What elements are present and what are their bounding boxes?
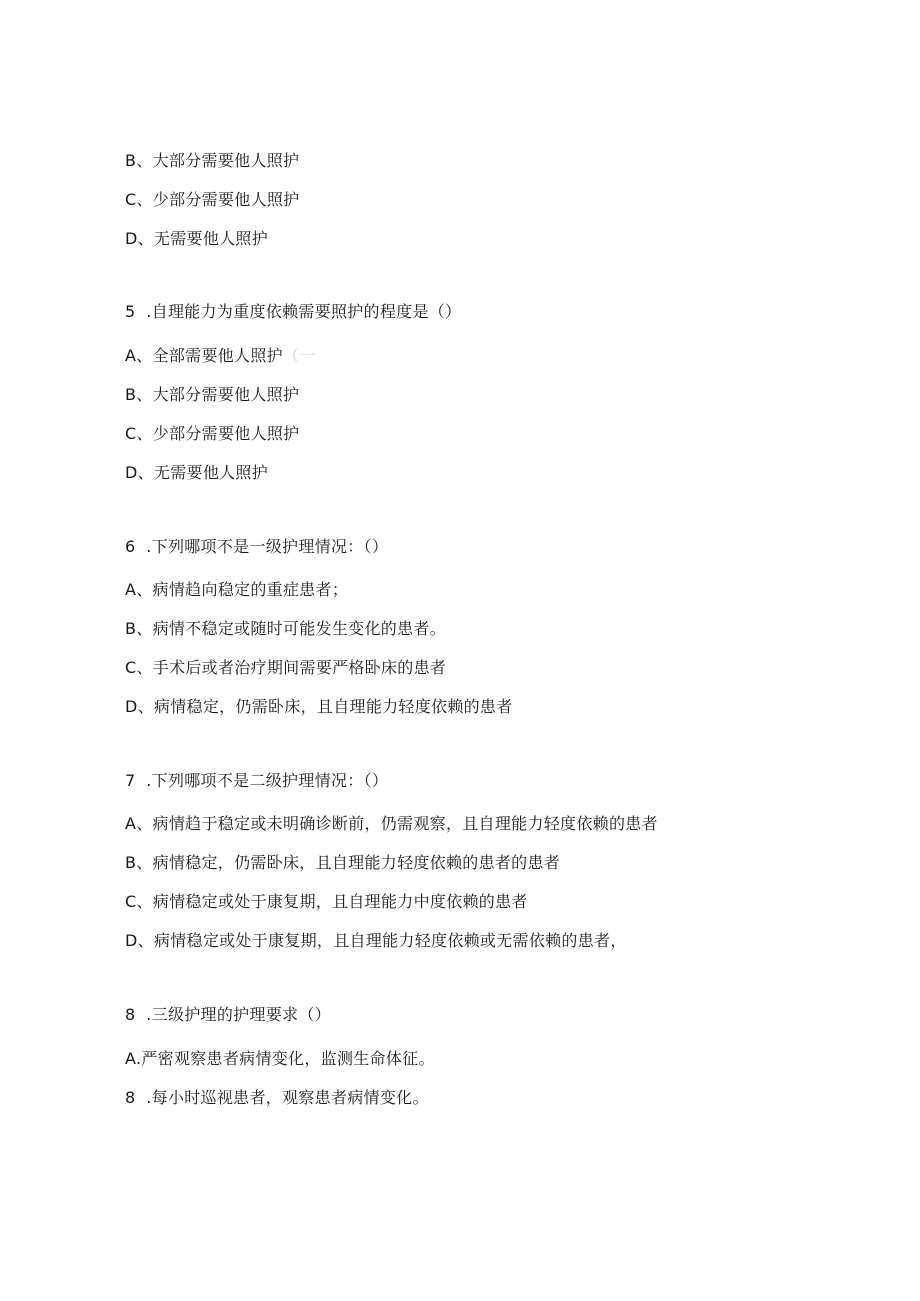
q8-option-a bbox=[125, 1048, 435, 1070]
option-text: 病情稳定或处于康复期，且自理能力中度依赖的患者 bbox=[152, 892, 528, 911]
option-text: 病情稳定，仍需卧床，且自理能力轻度依赖的患者的患者 bbox=[152, 853, 561, 872]
question-text: .三级护理的护理要求（） bbox=[146, 1005, 331, 1024]
option-letter: C、 bbox=[125, 658, 153, 677]
option-text: 无需要他人照护 bbox=[153, 229, 269, 248]
option-text: 病情趋于稳定或未明确诊断前，仍需观察，且自理能力轻度依赖的患者 bbox=[152, 814, 658, 833]
question-5-stem bbox=[125, 301, 461, 323]
option-letter: 8 bbox=[125, 1088, 136, 1107]
q7-option-c bbox=[125, 891, 528, 913]
option-text: 病情不稳定或随时可能发生变化的患者。 bbox=[152, 619, 446, 638]
option-text: 全部需要他人照护 bbox=[152, 346, 283, 365]
question-7-stem bbox=[125, 770, 388, 792]
option-text: 严密观察患者病情变化，监测生命体征。 bbox=[141, 1049, 435, 1068]
q7-option-a bbox=[125, 813, 658, 835]
option-text: 少部分需要他人照护 bbox=[152, 190, 300, 209]
question-text: .下列哪项不是二级护理情况：（） bbox=[146, 771, 389, 790]
question-number: 8 bbox=[125, 1005, 136, 1024]
option-text: 手术后或者治疗期间需要严格卧床的患者 bbox=[152, 658, 447, 677]
option-letter: B、 bbox=[125, 853, 153, 872]
question-6-stem bbox=[125, 536, 388, 558]
option-text: 大部分需要他人照护 bbox=[152, 151, 300, 170]
option-letter: A、 bbox=[125, 580, 153, 599]
option-c-top bbox=[125, 189, 299, 211]
question-number: 6 bbox=[125, 537, 136, 556]
option-letter: D、 bbox=[125, 463, 154, 482]
option-text: 病情趋向稳定的重症患者； bbox=[152, 580, 349, 599]
option-letter: B、 bbox=[125, 151, 153, 170]
option-d-top bbox=[125, 228, 268, 250]
q5-option-a bbox=[125, 345, 316, 367]
q6-option-a bbox=[125, 579, 348, 601]
option-letter: D、 bbox=[125, 931, 154, 950]
option-text: 病情稳定，仍需卧床，且自理能力轻度依赖的患者 bbox=[153, 697, 513, 716]
handwritten-annotation: （一 bbox=[282, 346, 316, 365]
question-8-stem bbox=[125, 1004, 331, 1026]
option-letter: A、 bbox=[125, 346, 153, 365]
q8-option-b bbox=[125, 1087, 429, 1109]
question-number: 7 bbox=[125, 771, 136, 790]
option-text: 少部分需要他人照护 bbox=[152, 424, 300, 443]
option-letter: C、 bbox=[125, 190, 153, 209]
option-letter: B、 bbox=[125, 619, 153, 638]
option-letter: A、 bbox=[125, 814, 153, 833]
option-letter: C、 bbox=[125, 424, 153, 443]
option-text: 病情稳定或处于康复期，且自理能力轻度依赖或无需依赖的患者， bbox=[153, 931, 627, 950]
question-text: .下列哪项不是一级护理情况：（） bbox=[146, 537, 389, 556]
option-letter: A. bbox=[125, 1049, 142, 1068]
option-text: 大部分需要他人照护 bbox=[152, 385, 300, 404]
option-text: 无需要他人照护 bbox=[153, 463, 269, 482]
option-letter: D、 bbox=[125, 229, 154, 248]
q7-option-b bbox=[125, 852, 560, 874]
question-text: .自理能力为重度依赖需要照护的程度是（） bbox=[146, 302, 462, 321]
option-letter: C、 bbox=[125, 892, 153, 911]
option-letter: B、 bbox=[125, 385, 153, 404]
q5-option-d bbox=[125, 462, 268, 484]
q6-option-b bbox=[125, 618, 446, 640]
q5-option-b bbox=[125, 384, 299, 406]
q7-option-d bbox=[125, 930, 627, 952]
q6-option-c bbox=[125, 657, 446, 679]
option-letter: D、 bbox=[125, 697, 154, 716]
q6-option-d bbox=[125, 696, 513, 718]
option-text: .每小时巡视患者，观察患者病情变化。 bbox=[146, 1088, 429, 1107]
q5-option-c bbox=[125, 423, 299, 445]
question-number: 5 bbox=[125, 302, 136, 321]
option-b-top bbox=[125, 150, 299, 172]
